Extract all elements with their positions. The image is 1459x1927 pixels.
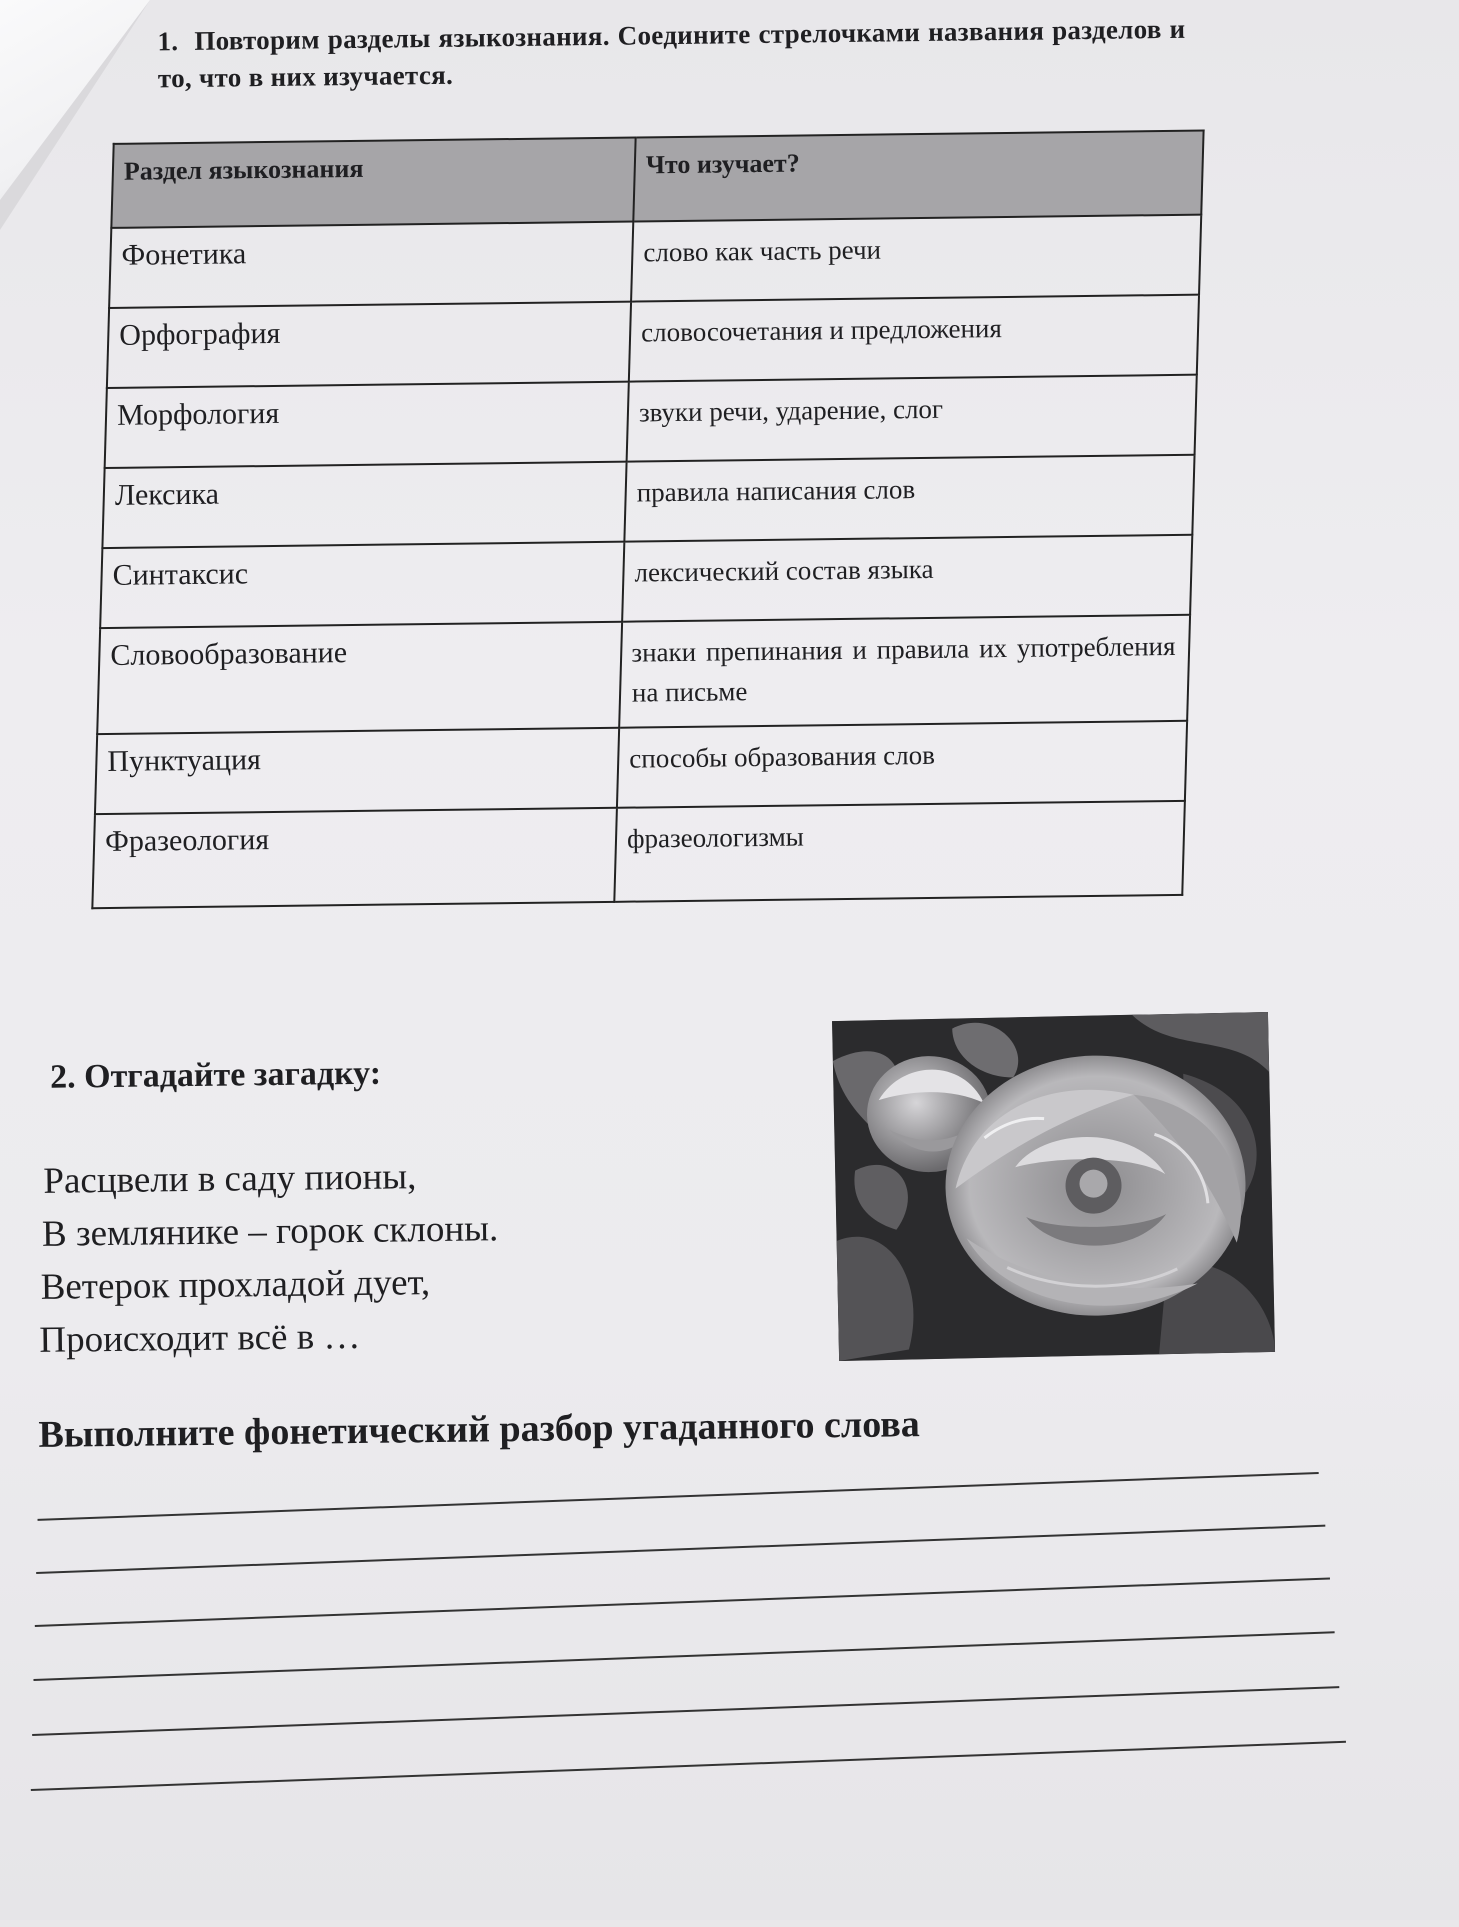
answer-line[interactable]: [33, 1631, 1334, 1681]
phonetic-analysis-instruction: Выполните фонетический разбор угаданного слова: [38, 1403, 921, 1456]
table-row: [92, 801, 1185, 908]
table-header-row: [111, 131, 1203, 228]
riddle-line: Происходит всё в …: [39, 1315, 361, 1361]
peony-photo: [832, 1012, 1275, 1361]
task1-number: 1.: [157, 26, 179, 57]
answer-line[interactable]: [35, 1577, 1330, 1626]
table-cell-section: Синтаксис: [100, 542, 624, 628]
table-row: [107, 295, 1199, 388]
answer-line[interactable]: [37, 1472, 1318, 1521]
table-cell-section: Словообразование: [97, 622, 622, 734]
table-cell-section: Морфология: [105, 382, 629, 468]
table-cell-section: Фразеология: [92, 808, 617, 908]
table-cell-section: Лексика: [102, 462, 626, 548]
table-cell-studies: знаки препинания и правила их употребления на письме: [619, 615, 1190, 728]
riddle-poem: [39, 1149, 500, 1367]
table-cell-studies: способы образования слов: [617, 721, 1187, 808]
table-row: [97, 615, 1190, 734]
table-cell-studies: звуки речи, ударение, слог: [627, 375, 1197, 462]
table-header-studies: Что изучает?: [633, 131, 1203, 222]
table-header-section: Раздел языкознания: [111, 138, 635, 228]
table-row: [109, 215, 1201, 308]
riddle-line: В землянике – горок склоны.: [41, 1208, 499, 1255]
linguistics-table: [91, 130, 1204, 910]
table-cell-section: Фонетика: [109, 222, 633, 308]
task1-heading: [157, 11, 1186, 98]
answer-line[interactable]: [31, 1741, 1346, 1791]
task1-instruction: Повторим разделы языкознания. Соедините стрелочками названия разделов и то, что в них изучается.: [157, 13, 1186, 94]
table-cell-studies: словосочетания и предложения: [629, 295, 1199, 382]
table-cell-section: Орфография: [107, 302, 631, 388]
table-cell-section: Пунктуация: [95, 728, 619, 814]
table-cell-studies: правила написания слов: [624, 455, 1194, 542]
riddle-line: Ветерок прохладой дует,: [40, 1262, 431, 1308]
table-cell-studies: слово как часть речи: [631, 215, 1201, 302]
table-row: [95, 721, 1187, 814]
table-row: [102, 455, 1194, 548]
table-row: [105, 375, 1197, 468]
answer-line[interactable]: [32, 1686, 1339, 1736]
task2-heading: 2. Отгадайте загадку:: [49, 1054, 382, 1096]
riddle-line: Расцвели в саду пионы,: [43, 1156, 417, 1202]
table-row: [100, 535, 1192, 628]
table-cell-studies: лексический состав языка: [622, 535, 1192, 622]
answer-line[interactable]: [36, 1525, 1325, 1574]
table-cell-studies: фразеологизмы: [614, 801, 1185, 902]
